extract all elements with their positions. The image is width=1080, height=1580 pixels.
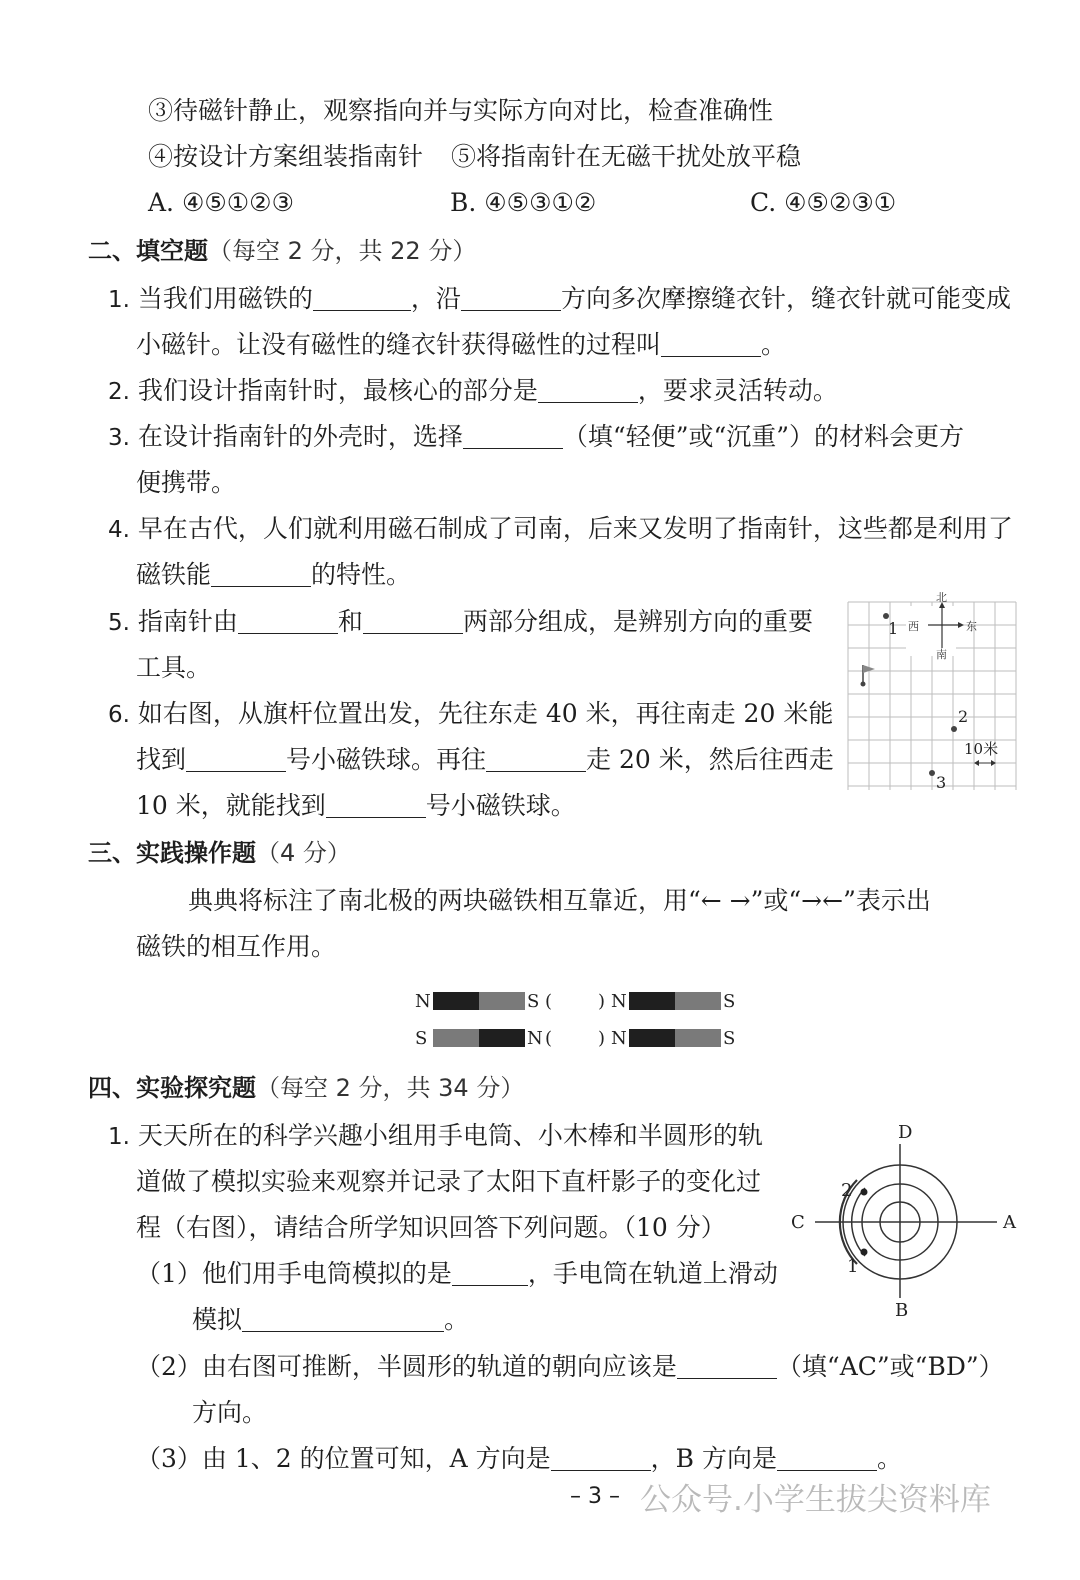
label-east: 东	[966, 620, 977, 633]
ball-3-dot	[929, 770, 935, 776]
east-arrow-icon	[958, 622, 964, 628]
label-pos-1: 1	[847, 1256, 859, 1277]
q4-1-line3: 程（右图），请结合所学知识回答下列问题。（10 分）	[136, 1213, 726, 1242]
label-pos-2: 2	[841, 1180, 853, 1201]
row2-close-paren: )	[598, 1028, 606, 1049]
blank[interactable]	[538, 376, 638, 403]
magnet4-left-pole: N	[611, 1028, 627, 1049]
q4-1-sub1-line1: （1）他们用手电筒模拟的是 ，手电筒在轨道上滑动	[136, 1259, 778, 1288]
ball-2-dot	[951, 726, 957, 732]
magnet1-right-pole: S	[527, 991, 540, 1012]
ball-3-label: 3	[936, 773, 947, 792]
blank[interactable]	[326, 791, 426, 818]
q2-5-line1: 5. 指南针由 和 两部分组成，是辨别方向的重要	[108, 607, 813, 636]
page-number: – 3 –	[570, 1484, 620, 1509]
section-4-heading: 四、实验探究题（每空 2 分，共 34 分）	[88, 1074, 525, 1102]
magnet4-n-half	[629, 1029, 675, 1047]
shadow-track-diagram	[785, 1120, 1025, 1326]
option-3-line: ③待磁针静止，观察指向并与实际方向对比，检查准确性	[148, 96, 774, 125]
q4-1-line1: 1. 天天所在的科学兴趣小组用手电筒、小木棒和半圆形的轨	[108, 1121, 763, 1150]
blank[interactable]	[461, 284, 561, 311]
blank[interactable]	[452, 1259, 528, 1286]
row1-open-paren: (	[545, 991, 553, 1012]
blank[interactable]	[463, 422, 563, 449]
q2-3-line1: 3. 在设计指南针的外壳时，选择 （填“轻便”或“沉重”）的材料会更方	[108, 422, 965, 451]
sec3-text-line2: 磁铁的相互作用。	[136, 932, 337, 961]
magnets-diagram	[405, 984, 745, 1054]
row1-close-paren: )	[598, 991, 606, 1012]
magnet3-right-pole: N	[527, 1028, 543, 1049]
q2-6-line2: 找到 号小磁铁球。再往 走 20 米，然后往西走	[136, 745, 834, 774]
flashlight-pos-1	[861, 1249, 868, 1256]
q2-5-line2: 工具。	[136, 653, 212, 682]
q4-1-sub1-line2: 模拟 。	[192, 1305, 470, 1334]
blank[interactable]	[661, 330, 761, 357]
blank[interactable]	[313, 284, 411, 311]
choice-b: B. ④⑤③①②	[450, 188, 597, 217]
magnet4-right-pole: S	[723, 1028, 736, 1049]
q2-6-line3: 10 米，就能找到 号小磁铁球。	[136, 791, 576, 820]
blank[interactable]	[677, 1352, 777, 1379]
magnet1-left-pole: N	[415, 991, 431, 1012]
magnet1-n-half	[433, 992, 479, 1010]
blank[interactable]	[486, 745, 586, 772]
blank[interactable]	[186, 745, 286, 772]
blank[interactable]	[238, 607, 338, 634]
magnet4-s-half	[675, 1029, 721, 1047]
choice-c: C. ④⑤②③①	[750, 188, 897, 217]
direction-grid-diagram	[844, 590, 1020, 795]
magnet1-s-half	[479, 992, 525, 1010]
q2-4-line2: 磁铁能 的特性。	[136, 560, 412, 589]
ball-2-label: 2	[958, 707, 969, 726]
label-b: B	[895, 1300, 909, 1321]
blank[interactable]	[363, 607, 463, 634]
label-a: A	[1003, 1212, 1016, 1233]
label-west: 西	[908, 620, 919, 633]
magnet2-n-half	[629, 992, 675, 1010]
scale-label: 10米	[964, 740, 999, 758]
watermark: 公众号.小学生拔尖资料库	[640, 1482, 991, 1518]
flag-icon	[861, 665, 876, 687]
option-4-5-line: ④按设计方案组装指南针 ⑤将指南针在无磁干扰处放平稳	[148, 142, 802, 171]
q2-3-line2: 便携带。	[136, 468, 237, 497]
magnet2-s-half	[675, 992, 721, 1010]
label-c: C	[791, 1212, 805, 1233]
label-d: D	[898, 1122, 913, 1143]
section-2-heading: 二、填空题（每空 2 分，共 22 分）	[88, 237, 477, 265]
sec3-text-line1: 典典将标注了南北极的两块磁铁相互靠近，用“← →”或“→←”表示出	[188, 886, 931, 915]
blank[interactable]	[777, 1444, 877, 1471]
flashlight-pos-2	[861, 1189, 868, 1196]
row2-open-paren: (	[545, 1028, 553, 1049]
q2-1-line2: 小磁针。让没有磁性的缝衣针获得磁性的过程叫 。	[136, 330, 787, 359]
q4-1-line2: 道做了模拟实验来观察并记录了太阳下直杆影子的变化过	[136, 1167, 762, 1196]
magnet3-left-pole: S	[415, 1028, 428, 1049]
magnet2-right-pole: S	[723, 991, 736, 1012]
q2-2: 2. 我们设计指南针时，最核心的部分是 ，要求灵活转动。	[108, 376, 838, 405]
blank[interactable]	[242, 1305, 444, 1332]
q2-4-line1: 4. 早在古代，人们就利用磁石制成了司南，后来又发明了指南针，这些都是利用了	[108, 514, 1013, 543]
magnet2-left-pole: N	[611, 991, 627, 1012]
section-3-heading: 三、实践操作题（4 分）	[88, 839, 351, 867]
q4-1-sub2-line1: （2）由右图可推断，半圆形的轨道的朝向应该是 （填“AC”或“BD”）	[136, 1352, 1004, 1381]
q2-1-line1: 1. 当我们用磁铁的 ，沿 方向多次摩擦缝衣针，缝衣针就可能变成	[108, 284, 1011, 313]
ball-1-label: 1	[888, 619, 899, 638]
q4-1-sub2-line2: 方向。	[192, 1398, 268, 1427]
magnet3-s-half	[433, 1029, 479, 1047]
q2-6-line1: 6. 如右图，从旗杆位置出发，先往东走 40 米，再往南走 20 米能	[108, 699, 834, 728]
blank[interactable]	[551, 1444, 651, 1471]
blank[interactable]	[211, 560, 311, 587]
choice-a: A. ④⑤①②③	[148, 188, 295, 217]
label-north: 北	[936, 591, 947, 604]
label-south: 南	[936, 648, 947, 661]
q4-1-sub3: （3）由 1、2 的位置可知，A 方向是 ，B 方向是 。	[136, 1444, 902, 1473]
magnet3-n-half	[479, 1029, 525, 1047]
